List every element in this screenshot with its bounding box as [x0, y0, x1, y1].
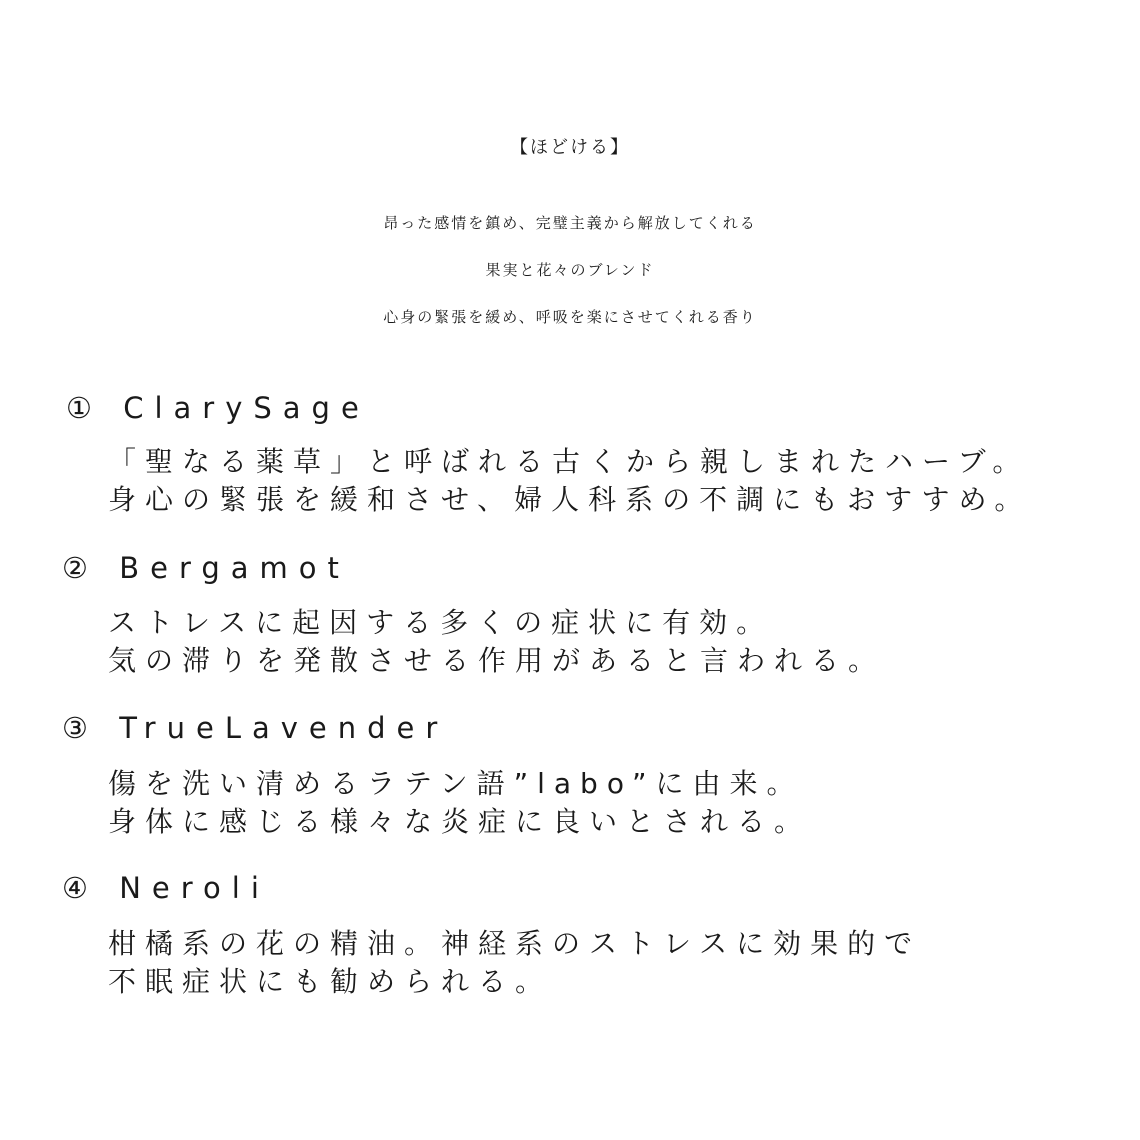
intro-text [0, 200, 1140, 341]
item-heading-true-lavender: ③ TrueLavender [62, 711, 449, 745]
description-line: 気の滞りを発散させる作用があると言われる。 [108, 644, 886, 677]
item-description-bergamot [108, 604, 885, 680]
intro-line: 果実と花々のブレンド [485, 261, 655, 279]
intro-line: 昂った感情を鎮め、完璧主義から解放してくれる [383, 214, 757, 232]
item-description-clary-sage [108, 443, 1031, 519]
item-description-true-lavender [108, 765, 811, 841]
page-title: 【ほどける】 [510, 137, 630, 158]
description-line: 「聖なる薬草」と呼ばれる古くから親しまれたハーブ。 [108, 445, 1030, 478]
description-line: 傷を洗い清めるラテン語”labo”に由来。 [108, 767, 804, 800]
description-line: ストレスに起因する多くの症状に有効。 [108, 606, 774, 639]
description-line: 柑橘系の花の精油。神経系のストレスに効果的で [108, 927, 922, 960]
item-heading-clary-sage: ① ClarySage [66, 391, 370, 425]
item-description-neroli [108, 925, 921, 1001]
item-heading-neroli: ④ Neroli [62, 871, 270, 905]
description-line: 不眠症状にも勧められる。 [108, 965, 553, 998]
intro-line: 心身の緊張を緩め、呼吸を楽にさせてくれる香り [383, 308, 757, 326]
description-line: 身体に感じる様々な炎症に良いとされる。 [108, 805, 812, 838]
description-line: 身心の緊張を緩和させ、婦人科系の不調にもおすすめ。 [108, 483, 1032, 516]
item-heading-bergamot: ② Bergamot [62, 551, 350, 585]
